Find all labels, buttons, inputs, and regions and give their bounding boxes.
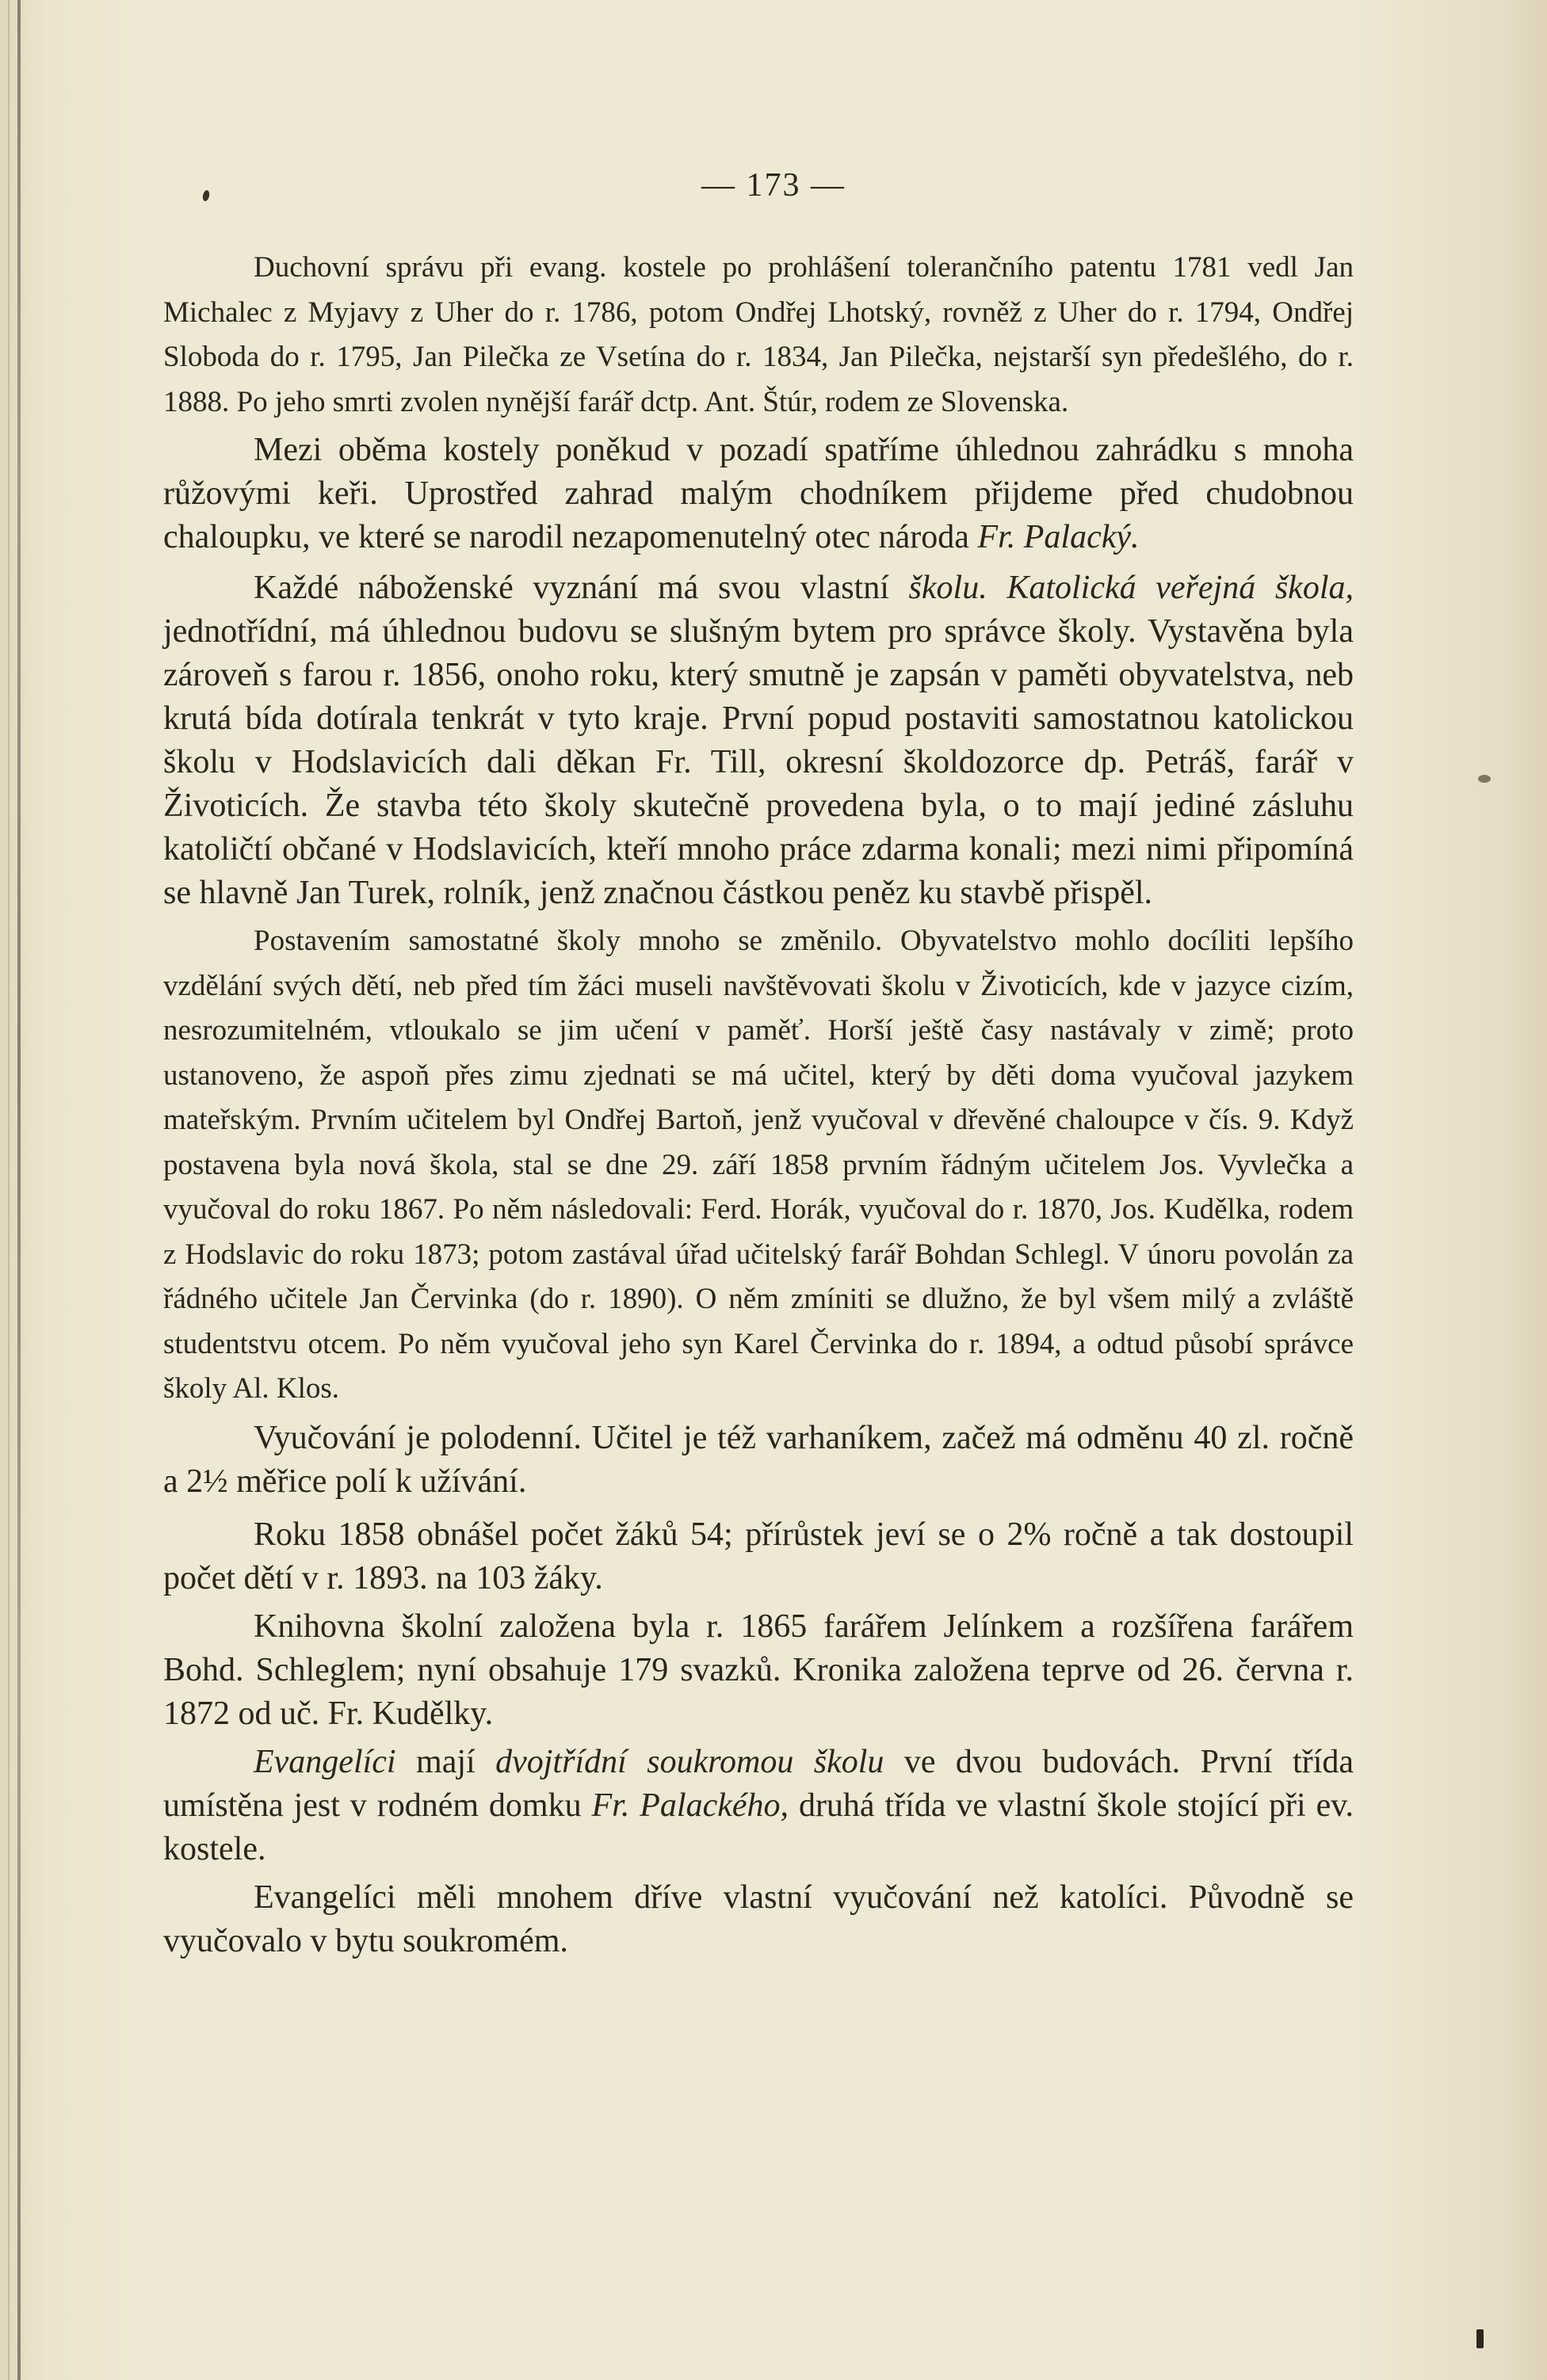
text-run-italic: školu. Katolická veřejná škola, (908, 570, 1354, 606)
paragraph (163, 919, 1354, 1412)
binding-edge (8, 0, 10, 2380)
paragraph (163, 1876, 1354, 1963)
text-run: Mezi oběma kostely poněkud v pozadí spatříme úhlednou zahrádku s mnoha růžovými keři. Uprostřed zahrad malým chodníkem přijdeme před chudobnou chaloupku, ve které se narodil nezapomenutelný otec národa (163, 432, 1354, 555)
text-run: Roku 1858 obnášel počet žáků 54; přírůstek jeví se o 2% ročně a tak dostoupil počet dětí v r. 1893. na 103 žáky. (163, 1516, 1354, 1596)
paragraph (163, 1513, 1354, 1600)
paragraph (163, 246, 1354, 425)
paragraph (163, 1417, 1354, 1504)
page-number: — 173 — (701, 167, 846, 204)
text-run: Každé náboženské vyznání má svou vlastní (254, 570, 909, 606)
text-run-italic: Evangelíci (254, 1743, 396, 1780)
binding-gutter-shadow (17, 0, 21, 2380)
paragraph (163, 429, 1354, 559)
text-run-italic: dvojtřídní soukromou školu (495, 1743, 884, 1780)
paragraph (163, 566, 1354, 915)
body-text (163, 246, 1354, 1963)
text-run: ve dvou budovách. První třída umístěna jest v rodném domku (163, 1743, 1354, 1824)
text-run: jednotřídní, má úhlednou budovu se slušným bytem pro správce školy. Vystavěna byla zároveň s farou r. 1856, onoho roku, který smutně je zapsán v paměti obyvatelstva, neb krutá bída dotírala tenkrát v tyto kraje. První popud postaviti samostatnou katolickou školu v Hodslavicích dali děkan Fr. Till, okresní školdozorce dp. Petráš, farář v Životicích. Že stavba této školy skutečně provedena byla, o to mají jediné zásluhu katoličtí občané v Hodslavicích, kteří mnoho práce zdarma konali; mezi nimi připomíná se hlavně Jan Turek, rolník, jenž značnou částkou peněz ku stavbě přispěl. (163, 613, 1354, 911)
text-run-italic: Fr. Palacký. (977, 519, 1140, 555)
corner-ink-mark (1476, 2329, 1484, 2348)
text-run: mají (395, 1743, 496, 1780)
text-run: Duchovní správu při evang. kostele po prohlášení tolerančního patentu 1781 vedl Jan Michalec z Myjavy z Uher do r. 1786, potom Ondřej Lhotský, rovněž z Uher do r. 1794, Ondřej Sloboda do r. 1795, Jan Pilečka ze Vsetína do r. 1834, Jan Pilečka, nejstarší syn předešlého, do r. 1888. Po jeho smrti zvolen nynější farář dctp. Ant. Štúr, rodem ze Slovenska. (163, 251, 1354, 418)
text-run: Vyučování je polodenní. Učitel je též varhaníkem, začež má odměnu 40 zl. ročně a 2½ měřice polí k užívání. (163, 1419, 1354, 1500)
text-run: Evangelíci měli mnohem dříve vlastní vyučování než katolíci. Původně se vyučovalo v bytu soukromém. (163, 1878, 1354, 1959)
text-run-italic: Fr. Palackého, (591, 1787, 789, 1824)
paragraph (163, 1741, 1354, 1871)
paragraph (163, 1605, 1354, 1736)
text-run: Knihovna školní založena byla r. 1865 farářem Jelínkem a rozšířena farářem Bohd. Schleglem; nyní obsahuje 179 svazků. Kronika založena teprve od 26. června r. 1872 od uč. Fr. Kudělky. (163, 1608, 1354, 1732)
margin-ink-mark (1478, 775, 1491, 783)
text-run: druhá třída ve vlastní škole stojící při ev. kostele. (163, 1787, 1354, 1867)
text-run: Postavením samostatné školy mnoho se změnilo. Obyvatelstvo mohlo docíliti lepšího vzdělání svých dětí, neb před tím žáci museli navštěvovati školu v Životicích, kde v jazyce cizím, nesrozumitelném, vtloukalo se jim učení v paměť. Horší ještě časy nastávaly v zimě; proto ustanoveno, že aspoň přes zimu zjednati se má učitel, který by děti doma vyučoval jazykem mateřským. Prvním učitelem byl Ondřej Bartoň, jenž vyučoval v dřevěné chaloupce v čís. 9. Když postavena byla nová škola, stal se dne 29. září 1858 prvním řádným učitelem Jos. Vyvlečka a vyučoval do roku 1867. Po něm následovali: Ferd. Horák, vyučoval do r. 1870, Jos. Kudělka, rodem z Hodslavic do roku 1873; potom zastával úřad učitelský farář Bohdan Schlegl. V únoru povolán za řádného učitele Jan Červinka (do r. 1890). O něm zmíniti se dlužno, že byl všem milý a zvláště studentstvu otcem. Po něm vyučoval jeho syn Karel Červinka do r. 1894, a odtud působí správce školy Al. Klos. (163, 925, 1354, 1405)
